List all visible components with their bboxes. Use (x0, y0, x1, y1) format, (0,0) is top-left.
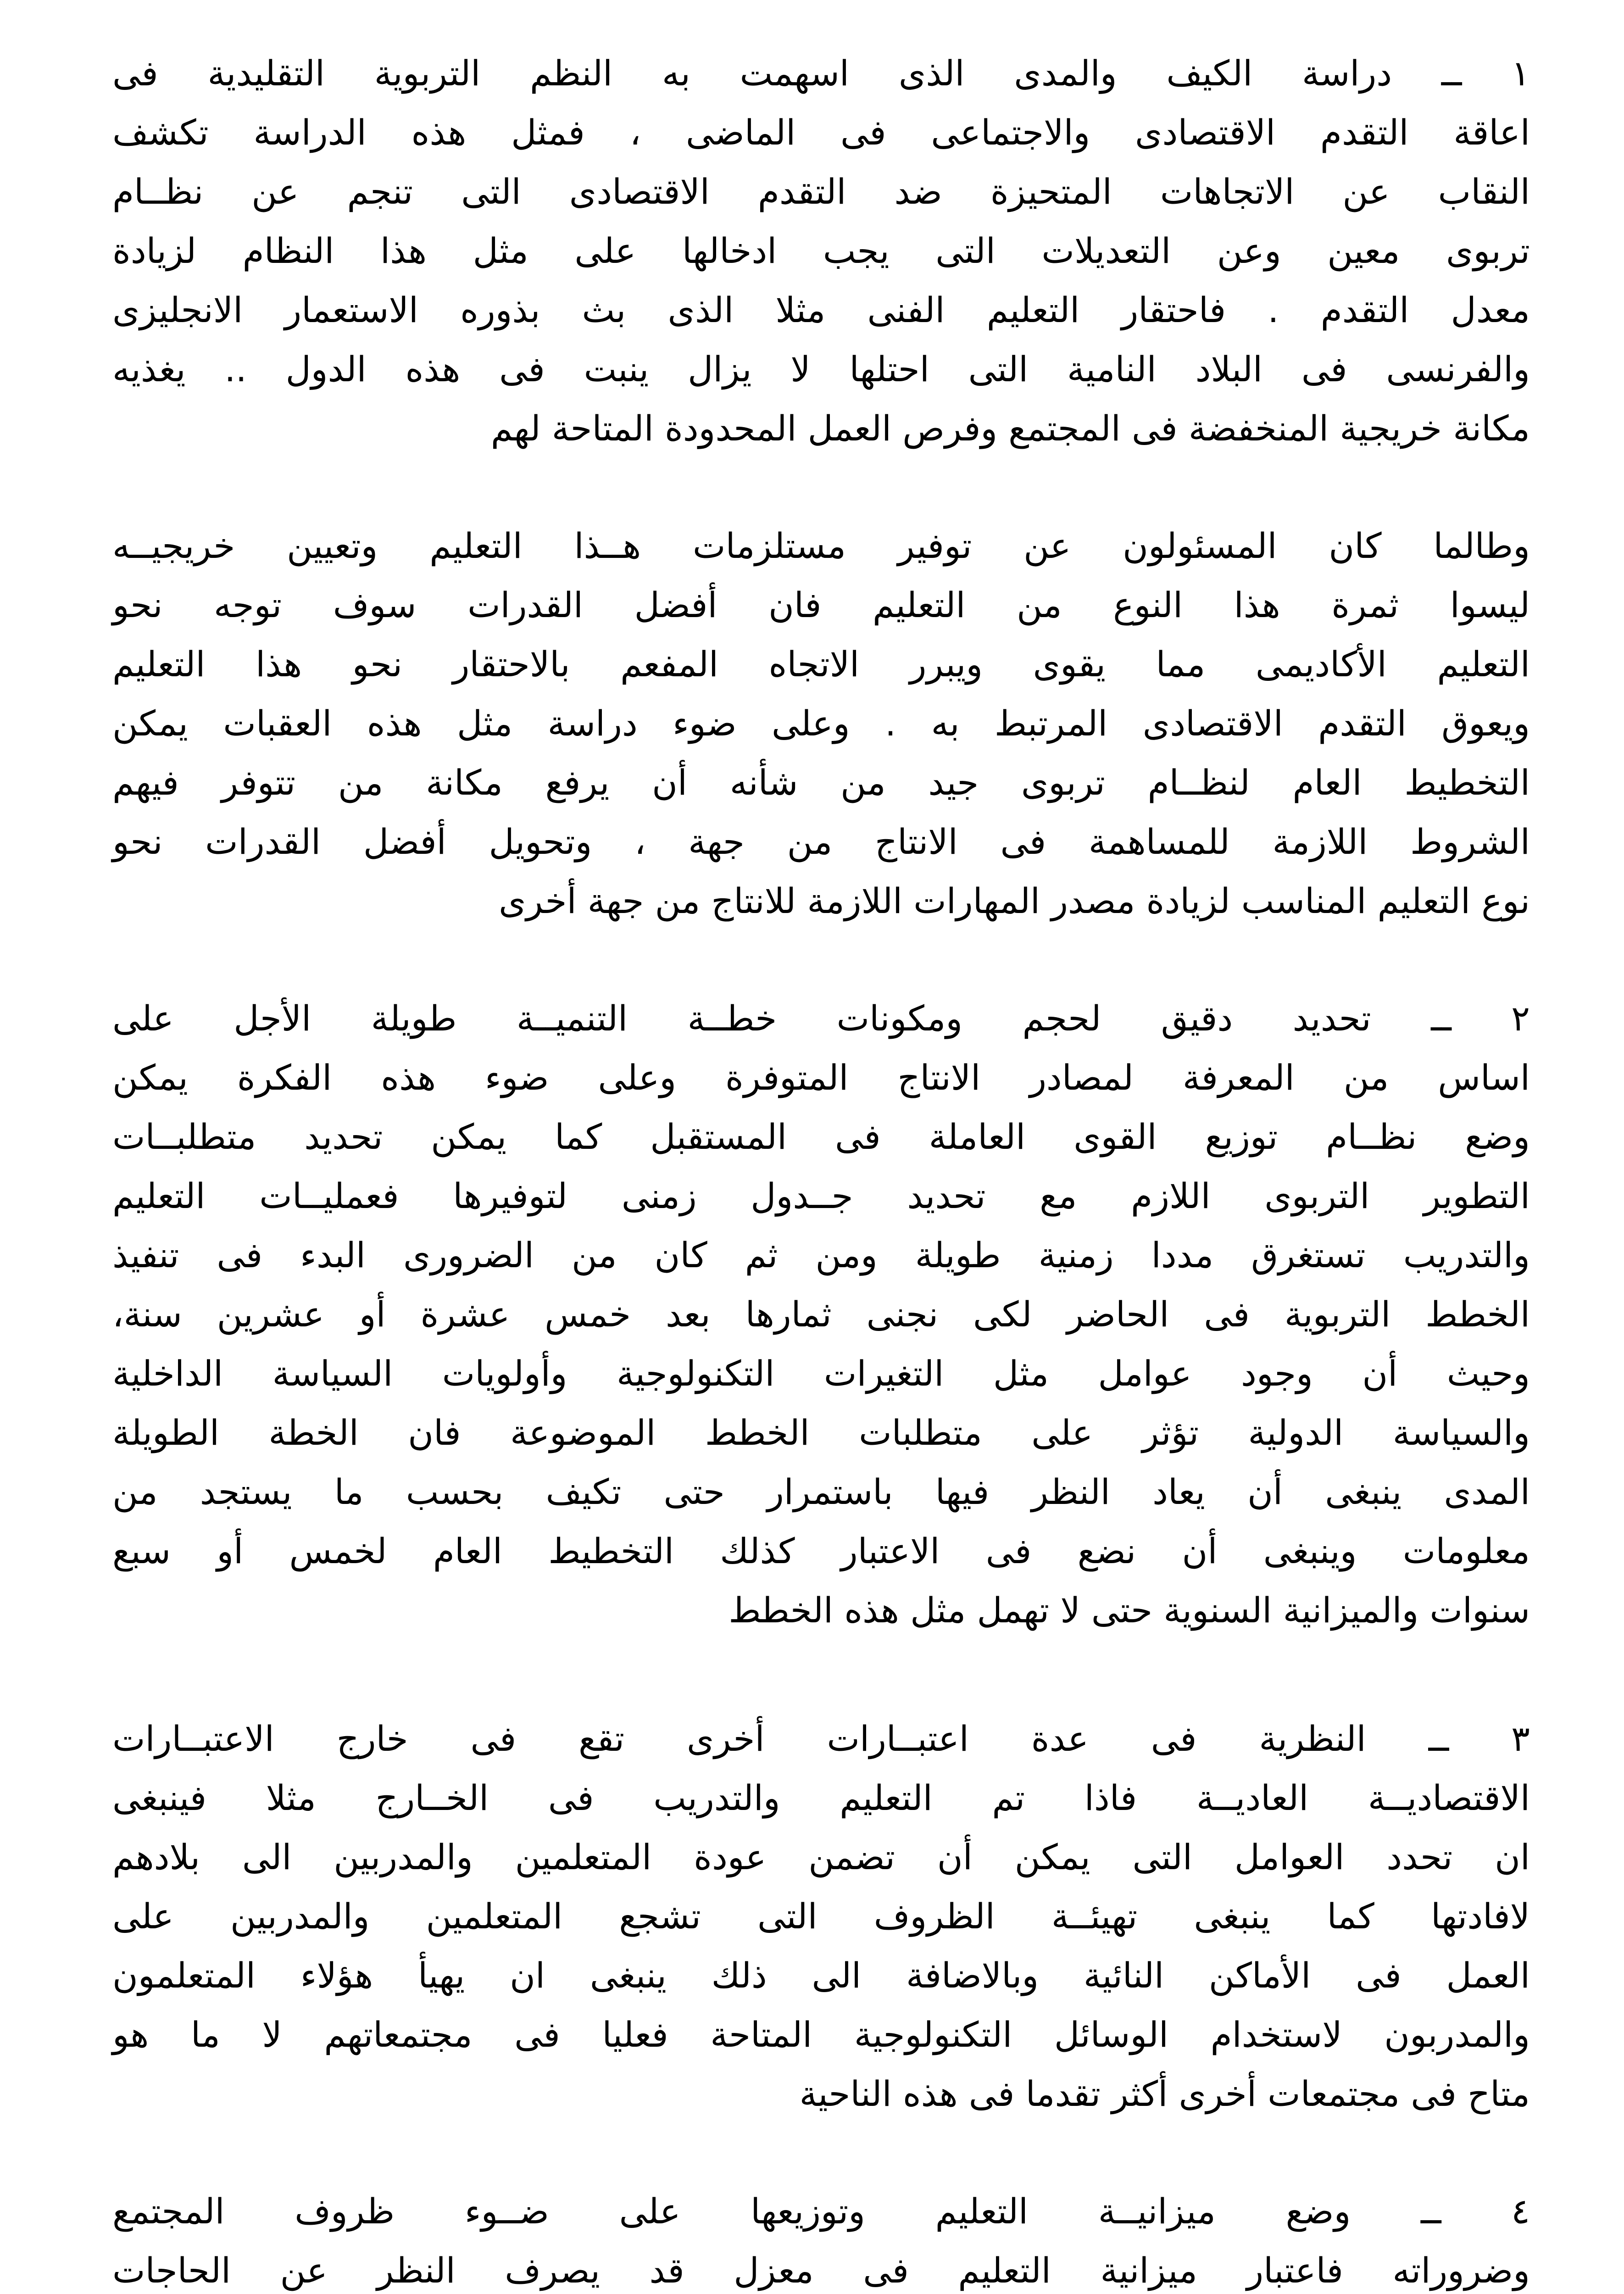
text-line: التخطيط العام لنظــام تربوى جيد من شأنه أن يرفع مكانة من تتوفر فيهم (112, 762, 1530, 803)
paragraph-point-3 (112, 1709, 1530, 2123)
text-line: والسياسة الدولية تؤثر على متطلبات الخطط الموضوعة فان الخطة الطويلة (112, 1412, 1530, 1453)
text-line: والمدربون لاستخدام الوسائل التكنولوجية المتاحة فعليا فى مجتمعاتهم لا ما هو (112, 2014, 1530, 2055)
text-line: مكانة خريجية المنخفضة فى المجتمع وفرص العمل المحدودة المتاحة لهم (490, 408, 1530, 449)
text-line: والتدريب تستغرق مددا زمنية طويلة ومن ثم كان من الضرورى البدء فى تنفيذ (112, 1235, 1530, 1275)
text-line: وطالما كان المسئولون عن توفير مستلزمات هــذا التعليم وتعيين خريجيــه (112, 525, 1530, 566)
text-line: الشروط اللازمة للمساهمة فى الانتاج من جهة ، وتحويل أفضل القدرات نحو (112, 821, 1530, 862)
text-line: ٤ ــ وضع ميزانيــة التعليم وتوزيعها على ضــوء ظروف المجتمع (112, 2191, 1530, 2232)
text-line: ٢ ــ تحديد دقيق لحجم ومكونات خطــة التنميــة طويلة الأجل على (112, 998, 1530, 1039)
paragraph-point-2 (112, 989, 1530, 1640)
text-line: ويعوق التقدم الاقتصادى المرتبط به . وعلى ضوء دراسة مثل هذه العقبات يمكن (112, 703, 1530, 744)
paragraph-continuation (112, 516, 1530, 930)
text-line: النقاب عن الاتجاهات المتحيزة ضد التقدم الاقتصادى التى تنجم عن نظــام (112, 171, 1530, 212)
text-line: الاقتصاديــة العاديــة فاذا تم التعليم والتدريب فى الخــارج مثلا فينبغى (112, 1777, 1530, 1818)
text-line: والفرنسى فى البلاد النامية التى احتلها لا يزال ينبت فى هذه الدول .. يغذيه (112, 349, 1530, 390)
text-line: ان تحدد العوامل التى يمكن أن تضمن عودة المتعلمين والمدربين الى بلادهم (112, 1837, 1530, 1877)
text-line: معدل التقدم . فاحتقار التعليم الفنى مثلا الذى بث بذوره الاستعمار الانجليزى (112, 290, 1530, 330)
text-line: معلومات وينبغى أن نضع فى الاعتبار كذلك التخطيط العام لخمس أو سبع (112, 1531, 1530, 1571)
text-line: التطوير التربوى اللازم مع تحديد جــدول زمنى لتوفيرها فعمليــات التعليم (112, 1175, 1530, 1216)
text-line: وضع نظــام توزيع القوى العاملة فى المستقبل كما يمكن تحديد متطلبــات (112, 1116, 1530, 1157)
text-line: سنوات والميزانية السنوية حتى لا تهمل مثل هذه الخطط (729, 1590, 1530, 1631)
text-line: الخطط التربوية فى الحاضر لكى نجنى ثمارها بعد خمس عشرة أو عشرين سنة، (112, 1294, 1530, 1335)
text-line: وضروراته فاعتبار ميزانية التعليم فى معزل قد يصرف النظر عن الحاجات (112, 2250, 1530, 2291)
text-line: لافادتها كما ينبغى تهيئــة الظروف التى تشجع المتعلمين والمدربين على (112, 1896, 1530, 1937)
text-line: ليسوا ثمرة هذا النوع من التعليم فان أفضل القدرات سوف توجه نحو (112, 585, 1530, 625)
text-line: اساس من المعرفة لمصادر الانتاج المتوفرة وعلى ضوء هذه الفكرة يمكن (112, 1057, 1530, 1098)
text-line: متاح فى مجتمعات أخرى أكثر تقدما فى هذه الناحية (799, 2073, 1530, 2114)
paragraph-point-4 (112, 2182, 1530, 2294)
text-line: ١ ــ دراسة الكيف والمدى الذى اسهمت به النظم التربوية التقليدية فى (112, 53, 1530, 94)
text-line: نوع التعليم المناسب لزيادة مصدر المهارات اللازمة للانتاج من جهة أخرى (499, 880, 1530, 921)
text-line: التعليم الأكاديمى مما يقوى ويبرر الاتجاه المفعم بالاحتقار نحو هذا التعليم (112, 644, 1530, 685)
text-line: المدى ينبغى أن يعاد النظر فيها باستمرار حتى تكيف بحسب ما يستجد من (112, 1471, 1530, 1512)
text-line: ٣ ــ النظرية فى عدة اعتبــارات أخرى تقع فى خارج الاعتبــارات (112, 1718, 1530, 1759)
text-line: العمل فى الأماكن النائية وبالاضافة الى ذلك ينبغى ان يهيأ هؤلاء المتعلمون (112, 1955, 1530, 1996)
text-line: اعاقة التقدم الاقتصادى والاجتماعى فى الماضى ، فمثل هذه الدراسة تكشف (112, 112, 1530, 153)
text-line: تربوى معين وعن التعديلات التى يجب ادخالها على مثل هذا النظام لزيادة (112, 230, 1530, 271)
paragraph-point-1 (112, 44, 1530, 458)
text-line: وحيث أن وجود عوامل مثل التغيرات التكنولوجية وأولويات السياسة الداخلية (112, 1353, 1530, 1394)
